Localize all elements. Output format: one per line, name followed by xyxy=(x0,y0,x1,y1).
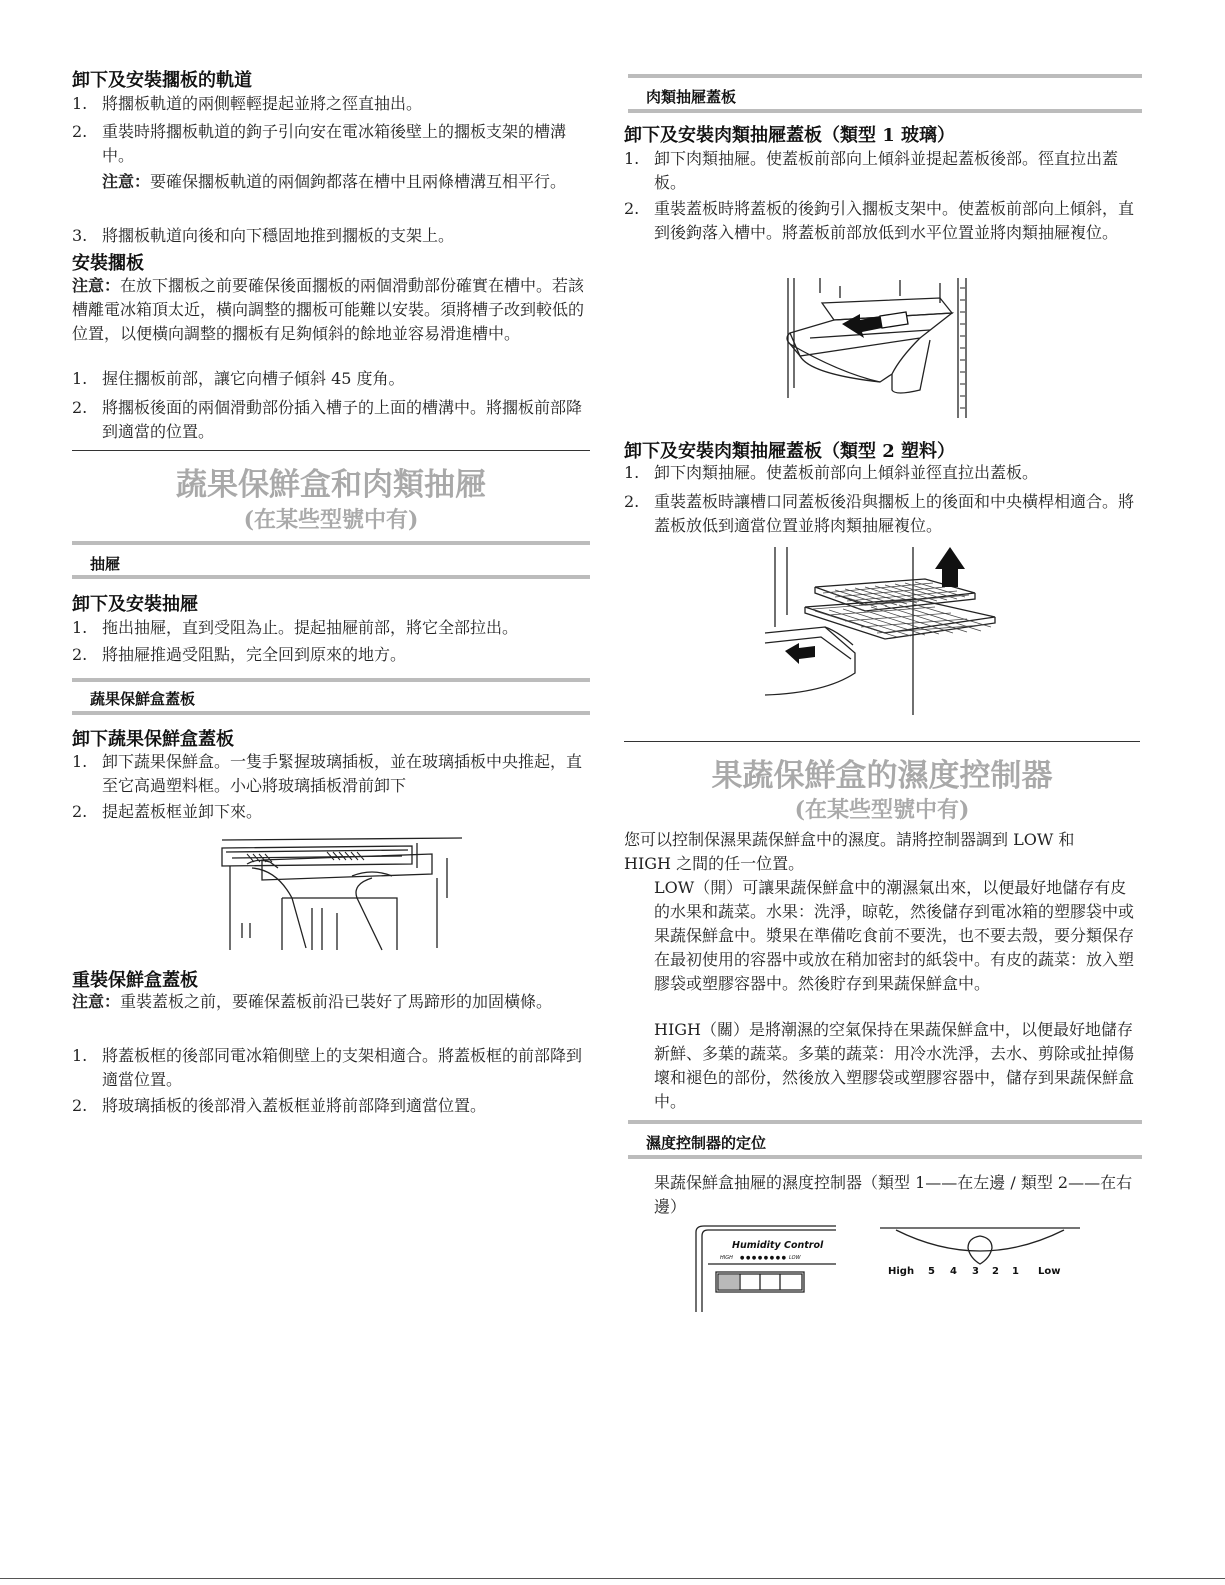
note: 注意：重裝蓋板之前，要確保蓋板前沿已裝好了馬蹄形的加固橫條。 xyxy=(72,992,553,1011)
scale-label-3: 3 xyxy=(972,1266,979,1277)
scale-label-5: 5 xyxy=(928,1266,935,1277)
scale-label-2: 2 xyxy=(992,1266,999,1277)
scale-low-label: LOW xyxy=(789,1255,801,1261)
shelf-track-title: 卸下及安裝擱板的軌道 xyxy=(72,70,252,91)
scale-label-low: Low xyxy=(1038,1266,1061,1277)
list-item: 2. 將擱板後面的兩個滑動部份插入槽子的上面的槽溝中。將擱板前部降到適當的位置。 xyxy=(72,398,583,441)
meat-drawer-type1-illustration xyxy=(780,278,980,423)
meat-type2-title: 卸下及安裝肉類抽屜蓋板（類型 2 塑料） xyxy=(624,441,956,462)
humidity-intro: 您可以控制保濕果蔬保鮮盒中的濕度。請將控制器調到 LOW 和 HIGH 之間的任一位置。 xyxy=(624,830,1075,873)
list-item: 1. 握住擱板前部，讓它向槽子傾斜 45 度角。 xyxy=(72,369,405,388)
humidity-control-type2 xyxy=(880,1226,1080,1296)
drawer-title: 卸下及安裝抽屜 xyxy=(72,594,198,615)
list-item: 1. 卸下肉類抽屜。使蓋板前部向上傾斜並提起蓋板後部。徑直拉出蓋板。 xyxy=(624,149,1119,192)
meat-band: 肉類抽屜蓋板 xyxy=(628,74,1142,114)
list-item: 2. 將抽屜推過受阻點，完全回到原來的地方。 xyxy=(72,645,407,664)
high-setting-text: HIGH（關）是將潮濕的空氣保持在果蔬保鮮盒中，以便最好地儲存新鮮、多葉的蔬菜。多葉的蔬菜：用冷水洗淨，去水、剪除或扯掉傷壞和褪色的部份，然後放入塑膠袋或塑膠容器中，儲存到果蔬保鮮盒中。 xyxy=(654,1020,1135,1111)
list-item: 1. 將擱板軌道的兩側輕輕提起並將之徑直抽出。 xyxy=(72,94,423,113)
meat-type1-title: 卸下及安裝肉類抽屜蓋板（類型 1 玻璃） xyxy=(624,125,956,146)
list-item: 2. 重裝蓋板時將蓋板的後鉤引入擱板支架中。使蓋板前部向上傾斜，直到後鉤落入槽中。將蓋板前部放低到水平位置並將肉類抽屜複位。 xyxy=(624,199,1135,242)
section-title: 蔬果保鮮盒和肉類抽屜 xyxy=(176,467,486,503)
position-text: 果蔬保鮮盒抽屜的濕度控制器（類型 1——在左邊 / 類型 2——在右邊） xyxy=(654,1173,1133,1216)
crisper-band: 蔬果保鮮盒蓋板 xyxy=(72,678,590,718)
crisper-cover-title: 卸下蔬果保鮮盒蓋板 xyxy=(72,729,234,750)
scale-dots: ● ● ● ● ● ● ● ● xyxy=(740,1255,787,1261)
note: 注意：要確保擱板軌道的兩個鉤都落在槽中且兩條槽溝互相平行。 xyxy=(102,172,567,191)
page-bottom-rule xyxy=(0,1578,1225,1579)
low-setting-text: LOW（開）可讓果蔬保鮮盒中的潮濕氣出來，以便最好地儲存有皮的水果和蔬菜。水果：洗淨，晾乾，然後儲存到電冰箱的塑膠袋中或果蔬保鮮盒中。漿果在準備吃食前不要洗，也不要去殼，要分類保存在最初使用的容器中或放在稍加密封的紙袋中。有皮的蔬菜：放入塑膠袋或塑膠容器中。然後貯存到果蔬保鮮盒中。 xyxy=(654,878,1135,993)
divider xyxy=(624,741,1140,742)
install-shelf-title: 安裝擱板 xyxy=(72,253,144,274)
divider xyxy=(72,450,590,451)
list-item: 1. 將蓋板框的後部同電冰箱側壁上的支架相適合。將蓋板框的前部降到適當位置。 xyxy=(72,1046,583,1089)
drawer-band: 抽屜 xyxy=(72,541,590,581)
list-item: 1. 卸下肉類抽屜。使蓋板前部向上傾斜並徑直拉出蓋板。 xyxy=(624,463,1039,482)
list-item: 2. 重裝蓋板時讓槽口同蓋板後沿與擱板上的後面和中央橫桿相適合。將蓋板放低到適當位置並將肉類抽屜複位。 xyxy=(624,492,1135,535)
list-item: 2. 提起蓋板框並卸下來。 xyxy=(72,802,263,821)
list-item: 3. 將擱板軌道向後和向下穩固地推到擱板的支架上。 xyxy=(72,226,455,245)
list-item: 2. 重裝時將擱板軌道的鉤子引向安在電冰箱後壁上的擱板支架的槽溝中。 xyxy=(72,122,567,165)
list-item: 2. 將玻璃插板的後部滑入蓋板框並將前部降到適當位置。 xyxy=(72,1096,487,1115)
section-title: 果蔬保鮮盒的濕度控制器 xyxy=(711,758,1053,794)
crisper-cover-illustration xyxy=(222,838,462,958)
list-item: 1. 拖出抽屜，直到受阻為止。提起抽屜前部，將它全部拉出。 xyxy=(72,618,519,637)
scale-label-4: 4 xyxy=(950,1266,957,1277)
meat-drawer-type2-illustration xyxy=(765,547,1005,717)
scale-label-1: 1 xyxy=(1012,1266,1019,1277)
humidity-control-type1 xyxy=(696,1226,846,1312)
position-band: 濕度控制器的定位 xyxy=(628,1120,1142,1160)
note: 注意：在放下擱板之前要確保後面擱板的兩個滑動部份確實在槽中。若該槽離電冰箱頂太近，橫向調整的擱板可能難以安裝。須將槽子改到較低的位置，以便橫向調整的擱板有足夠傾斜的餘地並容易滑進槽中。 xyxy=(72,276,585,343)
section-subtitle: (在某些型號中有) xyxy=(243,507,419,533)
section-subtitle: (在某些型號中有) xyxy=(794,797,970,823)
humidity-control-title: Humidity Control xyxy=(732,1240,824,1251)
reinstall-cover-title: 重裝保鮮盒蓋板 xyxy=(72,970,198,991)
scale-label-high: High xyxy=(888,1266,915,1277)
list-item: 1. 卸下蔬果保鮮盒。一隻手緊握玻璃插板，並在玻璃插板中央推起，直至它高過塑料框。小心將玻璃插板滑前卸下 xyxy=(72,752,583,795)
scale-high-label: HIGH xyxy=(720,1255,733,1261)
